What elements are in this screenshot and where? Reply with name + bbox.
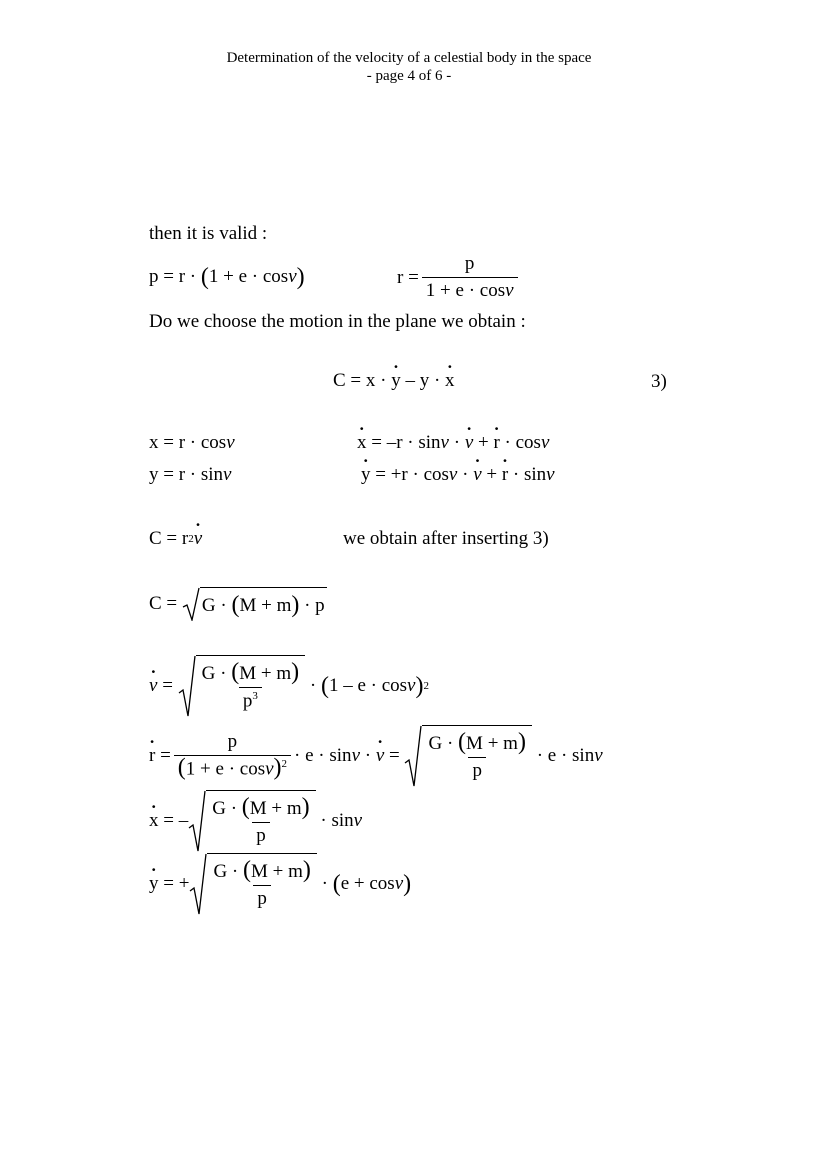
sqrt-x-dot: $\frac{G \cdot (M + m)}{p}$ — [188, 790, 315, 852]
equation-c-sqrt: C = G · ( M + m ) · p — [149, 587, 327, 621]
equation-r: r = $\frac{p}{1 + e \cdot \cos\nu}$ — [397, 253, 521, 302]
equation-r-dot: r · = $\frac{p}{(1 + e \cdot \cos\nu)^2}$ · e · sin ν · ν · = $\frac{G \cdot (M + m)}{p}$ · e · sin ν — [149, 725, 603, 787]
equation-label-3: 3) — [651, 371, 667, 392]
equation-y-dot: y · = +r · cos ν · ν · + r · · sin ν — [361, 464, 555, 486]
equation-c-def: C = x · y · – y · x · — [333, 370, 455, 392]
equation-c-r2: C = r 2 ν · — [149, 528, 202, 550]
plane-text: Do we choose the motion in the plane we obtain : — [149, 311, 526, 332]
sqrt-c: G · ( M + m ) · p — [182, 587, 327, 621]
page-number: - page 4 of 6 - — [366, 68, 452, 84]
equation-nu-dot: ν · = $\frac{G \cdot (M + m)}{p^3}$ · ( 1 – e · cos ν ) 2 — [149, 655, 429, 717]
equation-y-dot-result: y · = + $\frac{G \cdot (M + m)}{p}$ · ( e + cos ν ) — [149, 853, 411, 915]
inserting-text: we obtain after inserting 3) — [343, 528, 549, 549]
equation-x-dot: x · = –r · sin ν · ν · + r · · cos ν — [357, 432, 549, 454]
equation-x: x = r · cos ν — [149, 432, 235, 453]
equation-y: y = r · sin ν — [149, 464, 232, 485]
valid-text: then it is valid : — [149, 223, 268, 244]
sqrt-r-dot: $\frac{G \cdot (M + m)}{p}$ — [404, 725, 531, 787]
document-title: Determination of the velocity of a celestial body in the space — [226, 50, 592, 66]
fraction-r: $\frac{p}{1 + e \cdot \cos\nu}$ — [422, 253, 518, 302]
sqrt-y-dot: $\frac{G \cdot (M + m)}{p}$ — [189, 853, 316, 915]
sqrt-nu-dot: $\frac{G \cdot (M + m)}{p^3}$ — [178, 655, 305, 717]
equation-p: p = r · ( 1 + e · cos ν ) — [149, 263, 305, 290]
equation-x-dot-result: x · = – $\frac{G \cdot (M + m)}{p}$ · sin ν — [149, 790, 362, 852]
